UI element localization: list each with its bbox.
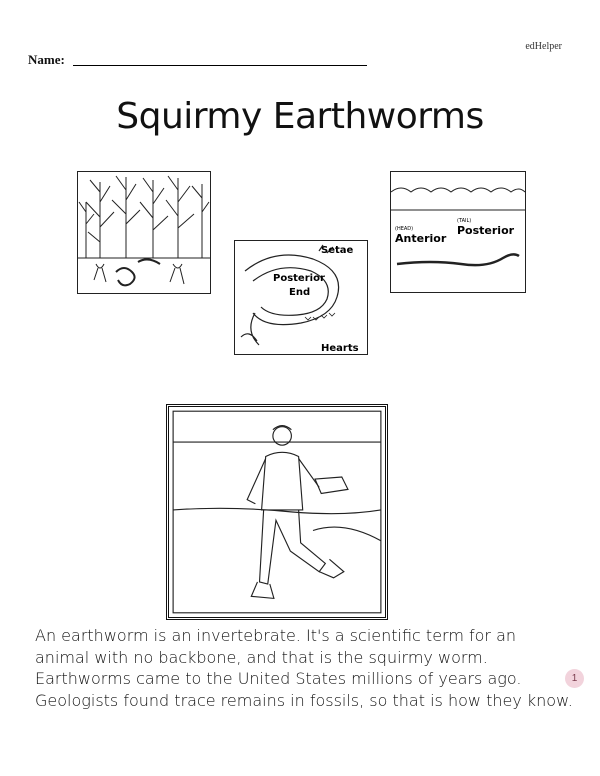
name-row (28, 52, 367, 68)
page-title: Squirmy Earthworms (116, 96, 484, 137)
hearts-label: Hearts (321, 343, 359, 354)
anterior-label: Anterior (395, 232, 447, 245)
posterior-label: Posterior (273, 273, 325, 284)
name-line[interactable] (73, 65, 367, 66)
geologist-drawing (169, 407, 385, 617)
geologist-illustration (166, 404, 388, 620)
reading-passage (35, 625, 575, 711)
earthworm-side-illustration (390, 171, 526, 293)
earthworm-side-drawing (391, 172, 525, 292)
earthworm-anatomy-illustration (234, 240, 368, 355)
head-caption: (HEAD) (395, 226, 414, 232)
cornfield-drawing (78, 172, 210, 293)
end-label: End (289, 287, 311, 298)
page-number-badge: 1 (565, 669, 584, 688)
earthworm-anatomy-drawing (235, 241, 367, 354)
passage-line: Earthworms came to the United States millions of years ago. (35, 669, 522, 688)
cornfield-illustration (77, 171, 211, 294)
posterior-side-label: Posterior (457, 224, 515, 237)
passage-line: Geologists found trace remains in fossils, so that is how they know. (35, 690, 573, 710)
setae-label: Setae (321, 245, 354, 256)
passage-line: An earthworm is an invertebrate. It's a scientific term for an (35, 626, 517, 645)
passage-line: animal with no backbone, and that is the squirmy worm. (35, 647, 488, 667)
tail-caption: (TAIL) (457, 218, 472, 224)
brand-label: edHelper (525, 41, 562, 52)
name-label: Name: (28, 52, 65, 67)
